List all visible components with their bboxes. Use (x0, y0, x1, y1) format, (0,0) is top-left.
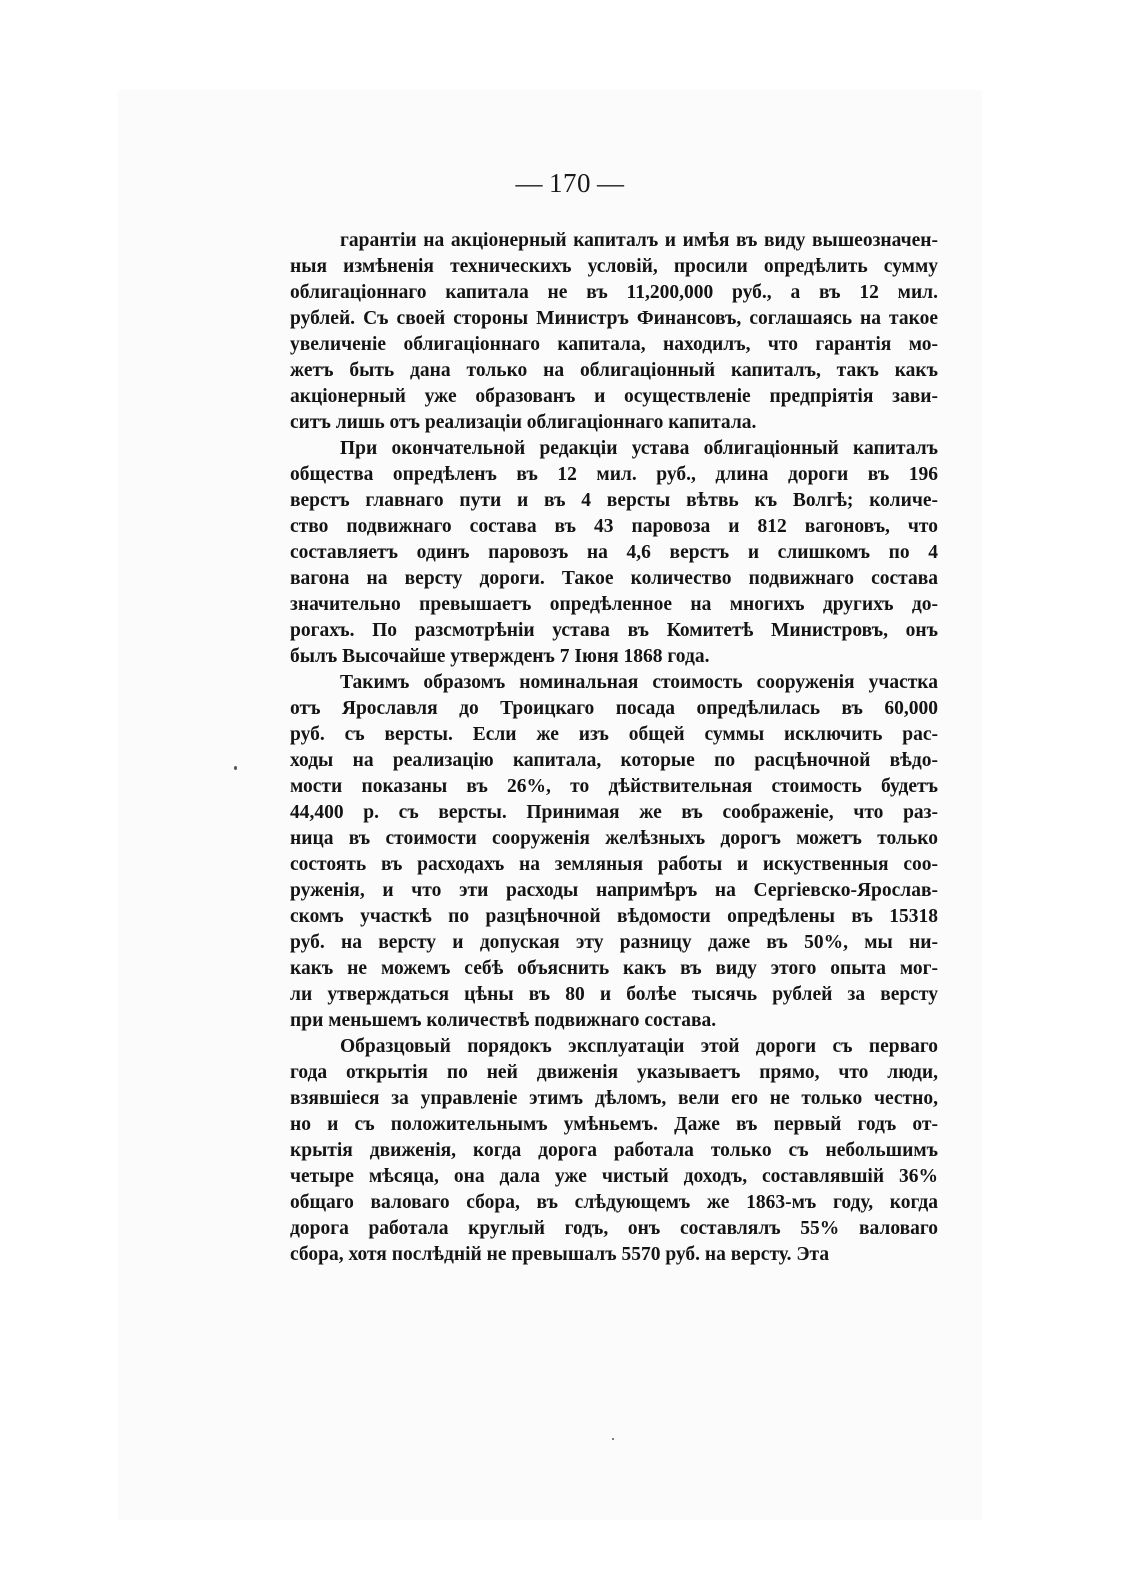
text-line: ходы на реализацiю капитала, которые по расцѣночной вѣдо- (290, 750, 938, 771)
text-line: руб. съ версты. Если же изъ общей суммы исключить рас- (290, 724, 938, 745)
header-dash-left: — (515, 168, 543, 198)
text-line: какъ не можемъ себѣ объяснить какъ въ виду этого опыта мог- (290, 958, 938, 979)
text-line: четыре мѣсяца, она дала уже чистый доходъ, составлявшiй 36% (290, 1166, 938, 1187)
text-line: При окончательной редакцiи устава облигацiонный капиталъ (340, 438, 938, 459)
text-line: ли утверждаться цѣны въ 80 и болѣе тысячь рублей за версту (290, 984, 938, 1005)
text-line: ныя измѣненiя техническихъ условiй, просили опредѣлить сумму (290, 256, 938, 277)
text-line: сбора, хотя послѣднiй не превышалъ 5570 руб. на версту. Эта (290, 1244, 830, 1265)
text-line: облигацiоннаго капитала не въ 11,200,000 руб., а въ 12 мил. (290, 282, 938, 303)
text-line: крытiя движенiя, когда дорога работала только съ небольшимъ (290, 1140, 938, 1161)
header-dash-right: — (597, 168, 625, 198)
text-line: дорога работала круглый годъ, онъ составлялъ 55% валоваго (290, 1218, 938, 1239)
text-line: Такимъ образомъ номинальная стоимость сооруженiя участка (340, 672, 938, 693)
text-line: рогахъ. По разсмотрѣнiи устава въ Комитетѣ Министровъ, онъ (290, 620, 938, 641)
text-line: скомъ участкѣ по разцѣночной вѣдомости опредѣлены въ 15318 (290, 906, 938, 927)
text-line: взявшiеся за управленiе этимъ дѣломъ, вели его не только честно, (290, 1088, 938, 1109)
text-line: ство подвижнаго состава въ 43 паровоза и 812 вагоновъ, что (290, 516, 938, 537)
text-line: руженiя, и что эти расходы напримѣръ на Сергiевско-Ярослав- (290, 880, 938, 901)
text-line: ситъ лишь отъ реализацiи облигацiоннаго капитала. (290, 412, 757, 433)
text-line: общества опредѣленъ въ 12 мил. руб., длина дороги въ 196 (290, 464, 938, 485)
paragraph (290, 436, 938, 670)
text-line: составляетъ одинъ паровозъ на 4,6 верстъ и слишкомъ по 4 (290, 542, 938, 563)
text-line: при меньшемъ количествѣ подвижнаго состава. (290, 1010, 717, 1031)
text-line: Образцовый порядокъ эксплуатацiи этой дороги съ перваго (340, 1036, 938, 1057)
text-line: общаго валоваго сбора, въ слѣдующемъ же 1863-мъ году, когда (290, 1192, 938, 1213)
text-line: мости показаны въ 26%, то дѣйствительная стоимость будетъ (290, 776, 938, 797)
text-line: увеличенiе облигацiоннаго капитала, находилъ, что гарантiя мо- (290, 334, 938, 355)
text-line: акцiонерный уже образованъ и осуществленiе предпрiятiя зави- (290, 386, 938, 407)
page-header (0, 168, 1140, 199)
body-text (290, 228, 938, 1268)
text-line: значительно превышаетъ опредѣленное на многихъ другихъ до- (290, 594, 938, 615)
paragraph (290, 1034, 938, 1268)
text-line: ница въ стоимости сооруженiя желѣзныхъ дорогъ можетъ только (290, 828, 938, 849)
text-line: года открытiя по ней движенiя указываетъ прямо, что люди, (290, 1062, 938, 1083)
text-line: жетъ быть дана только на облигацiонный капиталъ, такъ какъ (290, 360, 938, 381)
text-line: но и съ положительнымъ умѣньемъ. Даже въ первый годъ от- (290, 1114, 938, 1135)
text-line: гарантiи на акцiонерный капиталъ и имѣя въ виду вышеозначен- (340, 230, 938, 251)
text-line: вагона на версту дороги. Такое количество подвижнаго состава (290, 568, 938, 589)
paragraph (290, 670, 938, 1034)
text-line: состоять въ расходахъ на земляныя работы и искуственныя соо- (290, 854, 938, 875)
text-line: отъ Ярославля до Троицкаго посада опредѣлилась въ 60,000 (290, 698, 938, 719)
scan-speck (612, 1438, 614, 1440)
text-line: 44,400 р. съ версты. Принимая же въ соображенiе, что раз- (290, 802, 938, 823)
text-line: былъ Высочайше утвержденъ 7 Iюня 1868 года. (290, 646, 710, 667)
text-line: рублей. Съ своей стороны Министръ Финансовъ, соглашаясь на такое (290, 308, 938, 329)
text-line: верстъ главнаго пути и въ 4 версты вѣтвь къ Волгѣ; количе- (290, 490, 938, 511)
paragraph (290, 228, 938, 436)
scan-speck (234, 766, 237, 770)
page-number: 170 (549, 168, 591, 198)
text-line: руб. на версту и допуская эту разницу даже въ 50%, мы ни- (290, 932, 938, 953)
